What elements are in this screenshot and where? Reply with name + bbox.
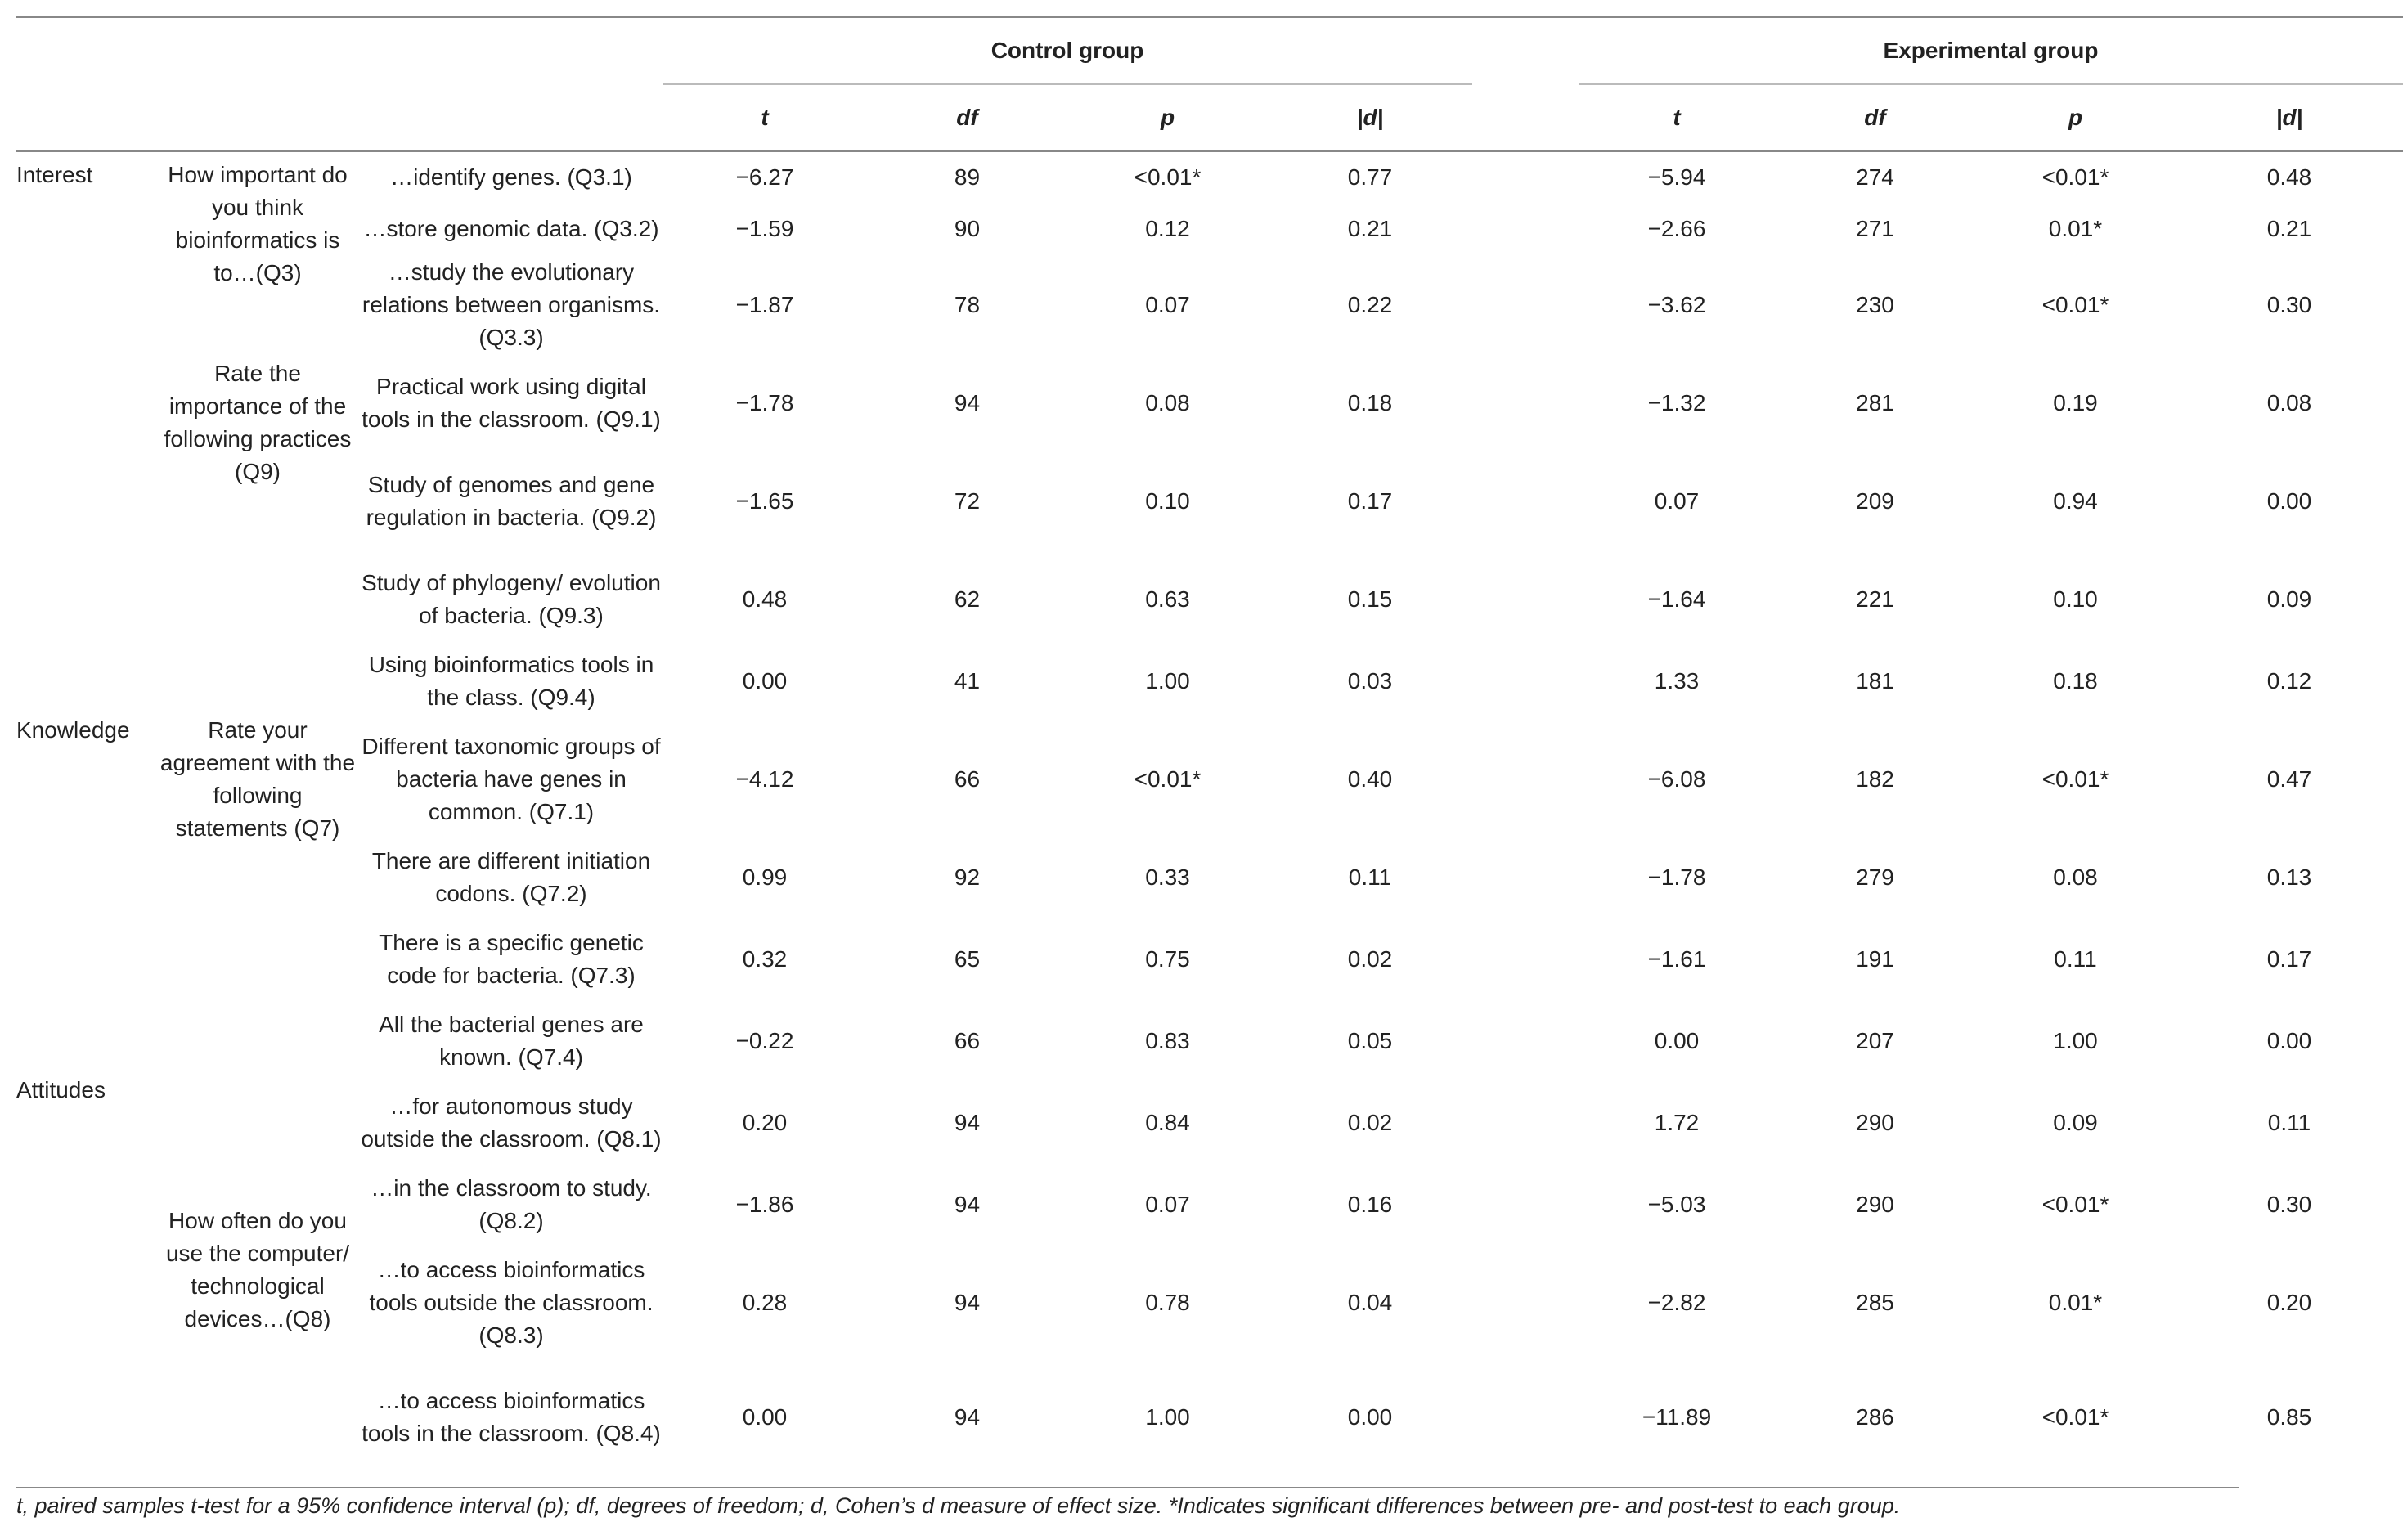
cell-control-p: 0.08 xyxy=(1145,390,1190,415)
cell-control-t: −1.59 xyxy=(735,216,794,241)
experimental-group-header: Experimental group xyxy=(1579,18,2403,85)
cell-control-d: 0.18 xyxy=(1347,390,1393,415)
cell-experimental-t: −5.94 xyxy=(1647,164,1706,190)
table-row xyxy=(16,151,2403,202)
cell-control-d: 0.16 xyxy=(1347,1192,1393,1217)
cell-control-d: 0.15 xyxy=(1347,586,1393,612)
cell-control-p: <0.01* xyxy=(1134,766,1202,792)
cell-experimental-t: −1.32 xyxy=(1647,390,1706,415)
footer-divider xyxy=(16,1487,2239,1488)
cell-experimental-p: 0.01* xyxy=(2048,1290,2103,1315)
cell-control-t: −1.65 xyxy=(735,488,794,514)
cell-experimental-df: 230 xyxy=(1856,292,1894,317)
item-label: …study the evolutionary relations between organisms. (Q3.3) xyxy=(362,259,661,350)
control-group-header: Control group xyxy=(663,18,1472,85)
cell-control-d: 0.11 xyxy=(1348,864,1392,890)
section-label-attitudes: Attitudes xyxy=(16,1077,106,1102)
cell-control-t: 0.00 xyxy=(742,1404,788,1430)
cell-experimental-p: <0.01* xyxy=(2041,164,2109,190)
experimental-df-header: df xyxy=(1864,105,1886,130)
experimental-t-header: t xyxy=(1673,105,1681,130)
item-label: Using bioinformatics tools in the class. (Q9.4) xyxy=(368,652,654,710)
cell-experimental-t: −1.61 xyxy=(1647,946,1706,972)
results-table-container xyxy=(16,16,2312,1466)
cell-experimental-df: 191 xyxy=(1856,946,1894,972)
cell-experimental-p: <0.01* xyxy=(2041,1192,2109,1217)
cell-control-df: 66 xyxy=(954,1028,981,1053)
table-row xyxy=(16,1368,2403,1466)
cell-experimental-t: 1.72 xyxy=(1654,1110,1700,1135)
item-label: …for autonomous study outside the classroom. (Q8.1) xyxy=(361,1093,662,1152)
table-row xyxy=(16,452,2403,550)
item-label: …identify genes. (Q3.1) xyxy=(390,164,632,190)
cell-control-d: 0.05 xyxy=(1347,1028,1393,1053)
cell-experimental-d: 0.30 xyxy=(2266,1192,2312,1217)
cell-control-t: 0.32 xyxy=(742,946,788,972)
cell-experimental-t: 1.33 xyxy=(1654,668,1700,694)
experimental-p-header: p xyxy=(2068,105,2083,130)
cell-experimental-t: −1.64 xyxy=(1647,586,1706,612)
item-label: All the bacterial genes are known. (Q7.4) xyxy=(379,1012,644,1070)
table-row xyxy=(16,910,2403,1008)
cell-control-p: 0.33 xyxy=(1145,864,1190,890)
cell-experimental-d: 0.11 xyxy=(2267,1110,2311,1135)
cell-experimental-d: 0.47 xyxy=(2266,766,2312,792)
cell-control-t: 0.48 xyxy=(742,586,788,612)
cell-control-p: <0.01* xyxy=(1134,164,1202,190)
cell-experimental-df: 274 xyxy=(1856,164,1894,190)
column-header-row xyxy=(16,85,2403,151)
item-label: Different taxonomic groups of bacteria have genes in common. (Q7.1) xyxy=(362,734,661,824)
cell-experimental-p: <0.01* xyxy=(2041,1404,2109,1430)
cell-control-t: 0.28 xyxy=(742,1290,788,1315)
cell-control-df: 94 xyxy=(954,1290,981,1315)
cell-experimental-t: 0.07 xyxy=(1654,488,1700,514)
table-row xyxy=(16,1172,2403,1237)
cell-control-d: 0.00 xyxy=(1347,1404,1393,1430)
cell-experimental-t: −2.66 xyxy=(1647,216,1706,241)
cell-control-df: 89 xyxy=(954,164,981,190)
cell-control-d: 0.03 xyxy=(1347,668,1393,694)
cell-control-d: 0.17 xyxy=(1347,488,1393,514)
cell-experimental-p: 0.11 xyxy=(2054,946,2097,972)
cell-experimental-t: −1.78 xyxy=(1647,864,1706,890)
cell-control-t: −1.87 xyxy=(735,292,794,317)
cell-control-d: 0.02 xyxy=(1347,1110,1393,1135)
cell-experimental-p: 0.19 xyxy=(2053,390,2098,415)
cell-experimental-d: 0.17 xyxy=(2266,946,2312,972)
cell-control-df: 94 xyxy=(954,390,981,415)
cell-control-t: 0.00 xyxy=(742,668,788,694)
cell-control-d: 0.22 xyxy=(1347,292,1393,317)
cell-control-p: 0.07 xyxy=(1145,292,1190,317)
cell-control-t: 0.20 xyxy=(742,1110,788,1135)
cell-experimental-d: 0.85 xyxy=(2266,1404,2312,1430)
table-row xyxy=(16,1008,2403,1074)
cell-experimental-d: 0.00 xyxy=(2266,488,2312,514)
cell-experimental-t: −2.82 xyxy=(1647,1290,1706,1315)
cell-experimental-df: 290 xyxy=(1856,1110,1894,1135)
cell-control-df: 92 xyxy=(954,864,981,890)
cell-experimental-df: 271 xyxy=(1856,216,1894,241)
cell-experimental-p: 0.01* xyxy=(2048,216,2103,241)
table-row xyxy=(16,714,2403,845)
cell-control-p: 0.84 xyxy=(1145,1110,1190,1135)
table-row xyxy=(16,1237,2403,1368)
item-label: Practical work using digital tools in the classroom. (Q9.1) xyxy=(362,374,661,432)
cell-control-t: −1.86 xyxy=(735,1192,794,1217)
item-label: There are different initiation codons. (Q7.2) xyxy=(371,848,651,906)
cell-control-p: 0.12 xyxy=(1145,216,1190,241)
cell-control-d: 0.04 xyxy=(1347,1290,1393,1315)
item-label: …store genomic data. (Q3.2) xyxy=(363,216,659,241)
cell-experimental-t: −11.89 xyxy=(1642,1404,1712,1430)
cell-control-d: 0.21 xyxy=(1347,216,1393,241)
cell-control-df: 78 xyxy=(954,292,981,317)
cell-experimental-df: 181 xyxy=(1856,668,1894,694)
cell-experimental-p: 0.18 xyxy=(2053,668,2098,694)
question-label-q7: Rate your agreement with the following statements (Q7) xyxy=(159,717,356,841)
cell-experimental-df: 279 xyxy=(1856,864,1894,890)
cell-control-df: 90 xyxy=(954,216,981,241)
item-label: Study of genomes and gene regulation in bacteria. (Q9.2) xyxy=(366,472,657,530)
cell-control-p: 1.00 xyxy=(1145,1404,1190,1430)
control-p-header: p xyxy=(1160,105,1175,130)
cell-control-p: 0.83 xyxy=(1145,1028,1190,1053)
cell-control-df: 62 xyxy=(954,586,981,612)
table-row xyxy=(16,202,2403,256)
cell-control-t: −4.12 xyxy=(735,766,794,792)
table-row xyxy=(16,649,2403,714)
cell-control-p: 1.00 xyxy=(1145,668,1190,694)
cell-experimental-df: 182 xyxy=(1856,766,1894,792)
control-t-header: t xyxy=(761,105,769,130)
cell-experimental-d: 0.21 xyxy=(2266,216,2312,241)
cell-experimental-d: 0.12 xyxy=(2266,668,2312,694)
cell-experimental-df: 290 xyxy=(1856,1192,1894,1217)
item-label: …to access bioinformatics tools outside the classroom. (Q8.3) xyxy=(369,1257,654,1348)
cell-control-df: 94 xyxy=(954,1404,981,1430)
cell-control-df: 65 xyxy=(954,946,981,972)
cell-experimental-t: 0.00 xyxy=(1654,1028,1700,1053)
cell-experimental-df: 281 xyxy=(1856,390,1894,415)
cell-experimental-p: 1.00 xyxy=(2053,1028,2098,1053)
experimental-d-header: |d| xyxy=(2275,105,2303,130)
control-df-header: df xyxy=(956,105,978,130)
cell-experimental-df: 207 xyxy=(1856,1028,1894,1053)
table-row xyxy=(16,256,2403,354)
cell-control-p: 0.78 xyxy=(1145,1290,1190,1315)
cell-experimental-d: 0.00 xyxy=(2266,1028,2312,1053)
cell-experimental-p: 0.08 xyxy=(2053,864,2098,890)
results-table xyxy=(16,16,2403,1466)
cell-experimental-d: 0.48 xyxy=(2266,164,2312,190)
item-label: There is a specific genetic code for bacteria. (Q7.3) xyxy=(379,930,644,988)
cell-control-p: 0.75 xyxy=(1145,946,1190,972)
question-label-q8: How often do you use the computer/ technological devices…(Q8) xyxy=(165,1208,350,1331)
table-row xyxy=(16,354,2403,452)
cell-experimental-p: <0.01* xyxy=(2041,766,2109,792)
section-label-interest: Interest xyxy=(16,162,93,187)
cell-experimental-p: 0.09 xyxy=(2053,1110,2098,1135)
cell-experimental-d: 0.09 xyxy=(2266,586,2312,612)
cell-control-t: −1.78 xyxy=(735,390,794,415)
cell-experimental-df: 221 xyxy=(1856,586,1894,612)
cell-experimental-d: 0.13 xyxy=(2266,864,2312,890)
item-label: Study of phylogeny/ evolution of bacteria. (Q9.3) xyxy=(362,570,661,628)
cell-control-df: 66 xyxy=(954,766,981,792)
cell-experimental-d: 0.20 xyxy=(2266,1290,2312,1315)
cell-experimental-df: 285 xyxy=(1856,1290,1894,1315)
cell-experimental-t: −5.03 xyxy=(1647,1192,1706,1217)
cell-control-t: 0.99 xyxy=(742,864,788,890)
table-row xyxy=(16,1074,2403,1172)
cell-experimental-p: 0.10 xyxy=(2053,586,2098,612)
table-row xyxy=(16,550,2403,649)
cell-control-d: 0.77 xyxy=(1347,164,1393,190)
cell-control-p: 0.07 xyxy=(1145,1192,1190,1217)
cell-control-t: −0.22 xyxy=(735,1028,794,1053)
table-footnote: t, paired samples t-test for a 95% confidence interval (p); df, degrees of freedom; d, Cohen’s d measure of effect size. *Indicates significant differences between pre- and post-test to each group. xyxy=(16,1493,1901,1518)
cell-control-d: 0.02 xyxy=(1347,946,1393,972)
cell-experimental-p: 0.94 xyxy=(2053,488,2098,514)
cell-control-df: 72 xyxy=(954,488,981,514)
item-label: …to access bioinformatics tools in the classroom. (Q8.4) xyxy=(362,1388,661,1446)
cell-control-p: 0.63 xyxy=(1145,586,1190,612)
cell-experimental-d: 0.30 xyxy=(2266,292,2312,317)
cell-experimental-t: −3.62 xyxy=(1647,292,1706,317)
cell-experimental-p: <0.01* xyxy=(2041,292,2109,317)
cell-experimental-t: −6.08 xyxy=(1647,766,1706,792)
cell-control-df: 41 xyxy=(954,668,981,694)
group-header-row xyxy=(16,17,2403,85)
question-label-q3: How important do you think bioinformatics is to…(Q3) xyxy=(168,162,348,285)
question-label-q9: Rate the importance of the following practices (Q9) xyxy=(164,361,352,484)
cell-experimental-df: 209 xyxy=(1856,488,1894,514)
cell-experimental-d: 0.08 xyxy=(2266,390,2312,415)
cell-control-p: 0.10 xyxy=(1145,488,1190,514)
cell-control-df: 94 xyxy=(954,1110,981,1135)
table-row xyxy=(16,845,2403,910)
item-label: …in the classroom to study. (Q8.2) xyxy=(371,1175,652,1233)
cell-control-df: 94 xyxy=(954,1192,981,1217)
section-label-knowledge: Knowledge xyxy=(16,717,130,743)
cell-experimental-df: 286 xyxy=(1856,1404,1894,1430)
cell-control-t: −6.27 xyxy=(735,164,794,190)
cell-control-d: 0.40 xyxy=(1347,766,1393,792)
control-d-header: |d| xyxy=(1356,105,1384,130)
